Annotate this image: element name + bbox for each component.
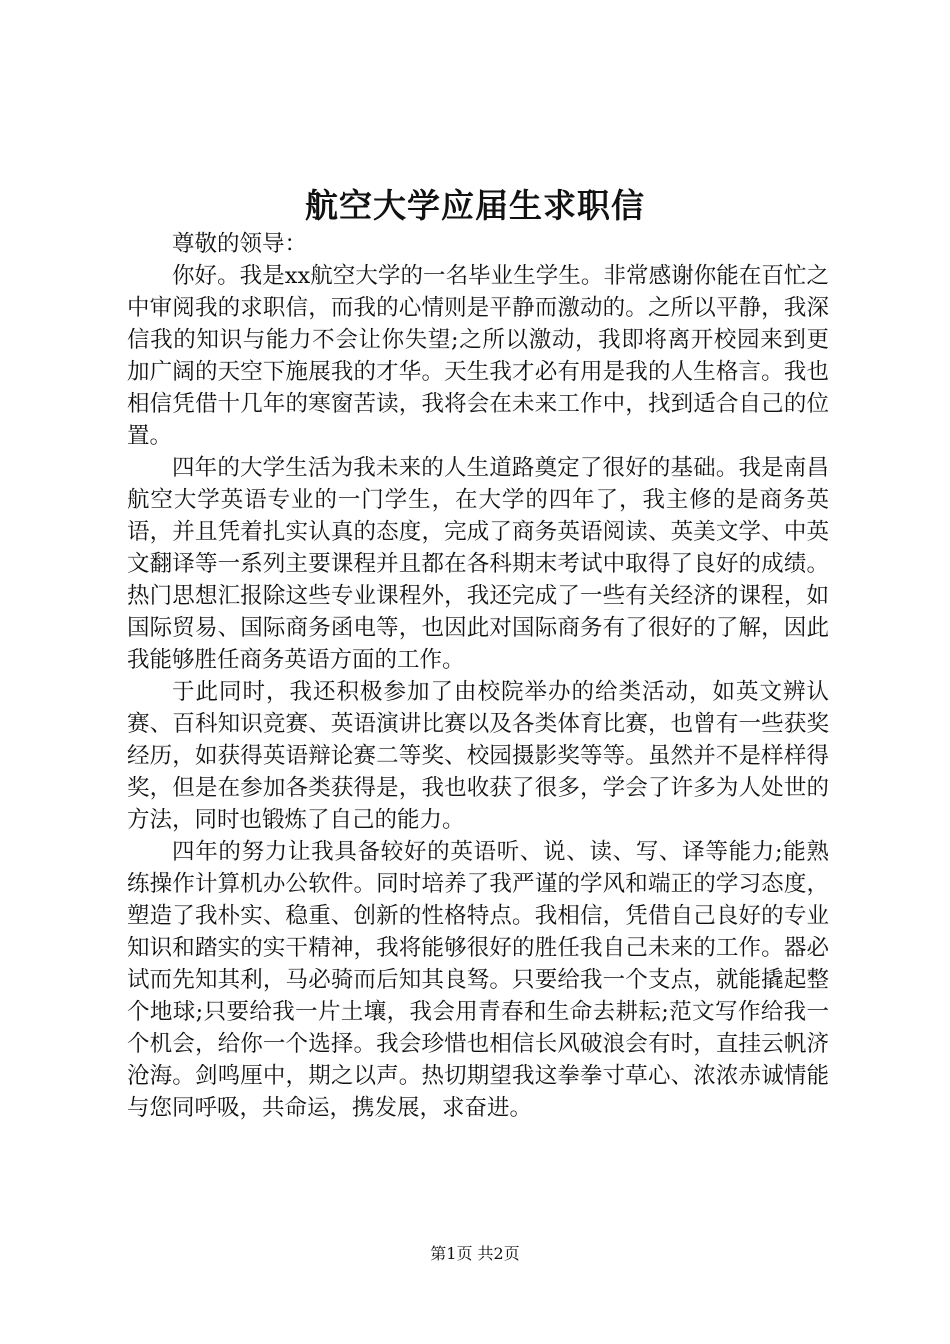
letter-body [127,228,829,1124]
paragraph-3: 于此同时，我还积极参加了由校院举办的给类活动，如英文辨认赛、百科知识竞赛、英语演讲比赛以及各类体育比赛，也曾有一些获奖经历，如获得英语辩论赛二等奖、校园摄影奖等等。虽然并不是样样得奖，但是在参加各类获得是，我也收获了很多，学会了许多为人处世的方法，同时也锻炼了自己的能力。 [127,679,829,833]
paragraph-1: 你好。我是xx航空大学的一名毕业生学生。非常感谢你能在百忙之中审阅我的求职信，而我的心情则是平静而激动的。之所以平静，我深信我的知识与能力不会让你失望;之所以激动，我即将离开校园来到更加广阔的天空下施展我的才华。天生我才必有用是我的人生格言。我也相信凭借十几年的寒窗苦读，我将会在未来工作中，找到适合自己的位置。 [127,263,829,449]
salutation: 尊敬的领导： [172,231,308,257]
page-footer: 第1页 共2页 [430,1244,520,1263]
document-title: 航空大学应届生求职信 [305,186,645,225]
paragraph-2: 四年的大学生活为我未来的人生道路奠定了很好的基础。我是南昌航空大学英语专业的一门学生，在大学的四年了，我主修的是商务英语，并且凭着扎实认真的态度，完成了商务英语阅读、英美文学、中英文翻译等一系列主要课程并且都在各科期末考试中取得了良好的成绩。热门思想汇报除这些专业课程外，我还完成了一些有关经济的课程，如国际贸易、国际商务函电等，也因此对国际商务有了很好的了解，因此我能够胜任商务英语方面的工作。 [127,455,829,673]
paragraph-4: 四年的努力让我具备较好的英语听、说、读、写、译等能力;能熟练操作计算机办公软件。同时培养了我严谨的学风和端正的学习态度，塑造了我朴实、稳重、创新的性格特点。我相信，凭借自己良好的专业知识和踏实的实干精神，我将能够很好的胜任我自己未来的工作。器必试而先知其利，马必骑而后知其良驽。只要给我一个支点，就能撬起整个地球;只要给我一片土壤，我会用青春和生命去耕耘;范文写作给我一个机会，给你一个选择。我会珍惜也相信长风破浪会有时，直挂云帆济沧海。剑鸣厘中，期之以声。热切期望我这拳拳寸草心、浓浓赤诚情能与您同呼吸，共命运，携发展，求奋进。 [127,839,829,1121]
